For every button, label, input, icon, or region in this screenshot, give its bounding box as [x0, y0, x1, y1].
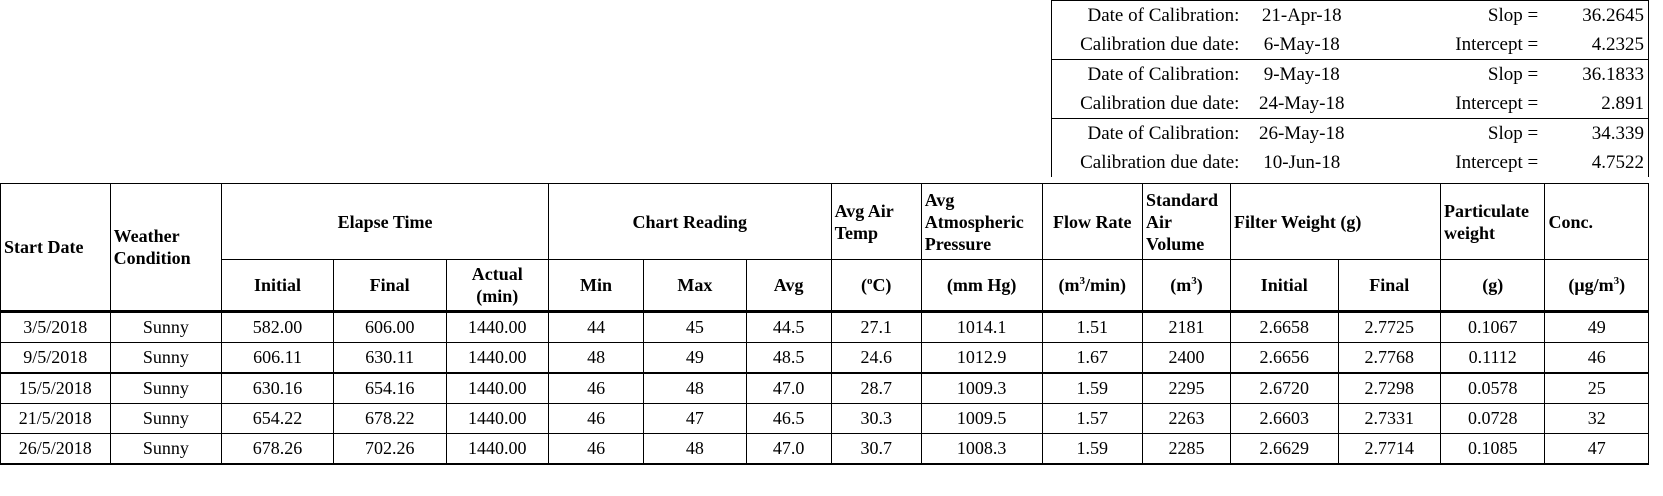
filter-initial-header: Initial: [1231, 260, 1339, 312]
elapse-actual-cell: 1440.00: [446, 312, 548, 343]
calibration-date-row: [1052, 60, 1649, 90]
filter-final-cell: 2.7298: [1338, 373, 1440, 404]
chart-max-cell: 47: [644, 404, 746, 434]
elapse-final-cell: 606.00: [333, 312, 446, 343]
table-row: [1, 343, 1649, 374]
start-date-cell: 26/5/2018: [1, 434, 111, 465]
chart-max-cell: 48: [644, 434, 746, 465]
header-row-bottom: [1, 260, 1649, 312]
elapse-actual-cell: 1440.00: [446, 434, 548, 465]
calibration-date-label: Date of Calibration:: [1052, 119, 1244, 149]
air-volume-cell: 2400: [1142, 343, 1230, 374]
weather-cell: Sunny: [110, 373, 222, 404]
intercept-label: Intercept =: [1360, 30, 1542, 60]
air-temp-unit: ($^o$C): [831, 260, 921, 312]
slope-label: Slop =: [1360, 119, 1542, 149]
weather-cell: Sunny: [110, 343, 222, 374]
chart-max-cell: 45: [644, 312, 746, 343]
calibration-due-row: [1052, 30, 1649, 60]
calibration-due-row: [1052, 89, 1649, 119]
air-volume-cell: 2181: [1142, 312, 1230, 343]
calibration-due-value: 6-May-18: [1243, 30, 1360, 60]
filter-initial-cell: 2.6603: [1231, 404, 1339, 434]
conc-cell: 25: [1545, 373, 1649, 404]
start-date-cell: 21/5/2018: [1, 404, 111, 434]
chart-min-cell: 44: [548, 312, 643, 343]
particulate-weight-cell: 0.1085: [1440, 434, 1544, 465]
pressure-cell: 1009.5: [921, 404, 1042, 434]
calibration-date-label: Date of Calibration:: [1052, 60, 1244, 90]
flow-rate-cell: 1.59: [1042, 373, 1142, 404]
start-date-header: Start Date: [1, 184, 111, 312]
intercept-label: Intercept =: [1360, 89, 1542, 119]
calibration-due-label: Calibration due date:: [1052, 30, 1244, 60]
elapse-final-header: Final: [333, 260, 446, 312]
table-row: [1, 404, 1649, 434]
air-volume-cell: 2295: [1142, 373, 1230, 404]
chart-min-cell: 46: [548, 404, 643, 434]
chart-avg-cell: 47.0: [746, 434, 831, 465]
air-volume-cell: 2263: [1142, 404, 1230, 434]
elapse-final-cell: 702.26: [333, 434, 446, 465]
filter-initial-cell: 2.6656: [1231, 343, 1339, 374]
weather-cell: Sunny: [110, 434, 222, 465]
chart-min-cell: 46: [548, 373, 643, 404]
filter-final-header: Final: [1338, 260, 1440, 312]
calibration-date-value: 21-Apr-18: [1243, 1, 1360, 31]
filter-weight-header: Filter Weight (g): [1231, 184, 1441, 260]
slope-value: 34.339: [1542, 119, 1648, 149]
chart-avg-cell: 47.0: [746, 373, 831, 404]
conc-cell: 32: [1545, 404, 1649, 434]
calibration-date-label: Date of Calibration:: [1052, 1, 1244, 31]
calibration-due-label: Calibration due date:: [1052, 89, 1244, 119]
pressure-unit: (mm Hg): [921, 260, 1042, 312]
pressure-cell: 1014.1: [921, 312, 1042, 343]
slope-label: Slop =: [1360, 60, 1542, 90]
avg-air-temp-header: Avg Air Temp: [831, 184, 921, 260]
particulate-weight-cell: 0.1112: [1440, 343, 1544, 374]
elapse-initial-cell: 630.16: [222, 373, 334, 404]
elapse-actual-cell: 1440.00: [446, 373, 548, 404]
chart-min-cell: 48: [548, 343, 643, 374]
elapse-initial-cell: 606.11: [222, 343, 334, 374]
filter-initial-cell: 2.6629: [1231, 434, 1339, 465]
avg-atmospheric-pressure-header: Avg Atmospheric Pressure: [921, 184, 1042, 260]
weather-cell: Sunny: [110, 312, 222, 343]
conc-cell: 46: [1545, 343, 1649, 374]
intercept-value: 2.891: [1542, 89, 1648, 119]
chart-avg-cell: 48.5: [746, 343, 831, 374]
flow-rate-cell: 1.57: [1042, 404, 1142, 434]
particulate-weight-unit: (g): [1440, 260, 1544, 312]
chart-max-header: Max: [644, 260, 746, 312]
calibration-table: [1051, 0, 1649, 177]
start-date-cell: 3/5/2018: [1, 312, 111, 343]
calibration-due-label: Calibration due date:: [1052, 148, 1244, 177]
chart-avg-header: Avg: [746, 260, 831, 312]
flow-rate-cell: 1.51: [1042, 312, 1142, 343]
air-volume-cell: 2285: [1142, 434, 1230, 465]
flow-rate-unit: $(m^3/\min)$: [1042, 260, 1142, 312]
elapse-actual-cell: 1440.00: [446, 343, 548, 374]
elapse-initial-header: Initial: [222, 260, 334, 312]
calibration-date-row: [1052, 1, 1649, 31]
particulate-weight-cell: 0.1067: [1440, 312, 1544, 343]
elapse-actual-cell: 1440.00: [446, 404, 548, 434]
conc-cell: 49: [1545, 312, 1649, 343]
intercept-label: Intercept =: [1455, 152, 1539, 173]
filter-final-cell: 2.7725: [1338, 312, 1440, 343]
air-temp-cell: 27.1: [831, 312, 921, 343]
air-temp-cell: 30.3: [831, 404, 921, 434]
filter-final-cell: 2.7331: [1338, 404, 1440, 434]
air-temp-cell: 30.7: [831, 434, 921, 465]
elapse-initial-cell: 654.22: [222, 404, 334, 434]
table-row: [1, 312, 1649, 343]
slope-label: Slop =: [1360, 1, 1542, 31]
filter-final-cell: 2.7714: [1338, 434, 1440, 465]
filter-initial-cell: 2.6720: [1231, 373, 1339, 404]
filter-initial-cell: 2.6658: [1231, 312, 1339, 343]
start-date-cell: 15/5/2018: [1, 373, 111, 404]
table-row: [1, 373, 1649, 404]
data-rows: [1, 312, 1649, 465]
header-row-top: [1, 184, 1649, 260]
calibration-due-row: [1052, 148, 1649, 177]
flow-rate-cell: 1.59: [1042, 434, 1142, 465]
chart-max-cell: 49: [644, 343, 746, 374]
chart-min-header: Min: [548, 260, 643, 312]
calibration-date-value: 9-May-18: [1243, 60, 1360, 90]
particulate-weight-cell: 0.0578: [1440, 373, 1544, 404]
chart-max-cell: 48: [644, 373, 746, 404]
chart-avg-cell: 46.5: [746, 404, 831, 434]
chart-reading-header: Chart Reading: [548, 184, 831, 260]
air-volume-unit: $(m^3)$: [1142, 260, 1230, 312]
weather-cell: Sunny: [110, 404, 222, 434]
air-temp-cell: 28.7: [831, 373, 921, 404]
conc-header: Conc.: [1545, 184, 1649, 260]
pressure-cell: 1012.9: [921, 343, 1042, 374]
elapse-actual-header: Actual (min): [446, 260, 548, 312]
chart-avg-cell: 44.5: [746, 312, 831, 343]
pressure-cell: 1009.3: [921, 373, 1042, 404]
start-date-cell: 9/5/2018: [1, 343, 111, 374]
intercept-value: 4.7522: [1542, 148, 1648, 177]
elapse-time-header: Elapse Time: [222, 184, 549, 260]
air-temp-cell: 24.6: [831, 343, 921, 374]
elapse-final-cell: 630.11: [333, 343, 446, 374]
slope-value: 36.1833: [1542, 60, 1648, 90]
filter-final-cell: 2.7768: [1338, 343, 1440, 374]
calibration-date-value: 26-May-18: [1243, 119, 1360, 149]
elapse-final-cell: 678.22: [333, 404, 446, 434]
calibration-due-value: 24-May-18: [1243, 89, 1360, 119]
table-row: [1, 434, 1649, 465]
standard-air-volume-header: Standard Air Volume: [1142, 184, 1230, 260]
calibration-date-row: [1052, 119, 1649, 149]
flow-rate-cell: 1.67: [1042, 343, 1142, 374]
slope-value: 36.2645: [1542, 1, 1648, 31]
sampling-data-table: [0, 183, 1649, 465]
conc-unit: $(\mu g/m^3)$: [1545, 260, 1649, 312]
calibration-due-value: 10-Jun-18: [1263, 152, 1341, 173]
conc-cell: 47: [1545, 434, 1649, 465]
pressure-cell: 1008.3: [921, 434, 1042, 465]
particulate-weight-header: Particulate weight: [1440, 184, 1544, 260]
elapse-final-cell: 654.16: [333, 373, 446, 404]
intercept-value: 4.2325: [1542, 30, 1648, 60]
elapse-initial-cell: 678.26: [222, 434, 334, 465]
weather-condition-header: Weather Condition: [110, 184, 222, 312]
particulate-weight-cell: 0.0728: [1440, 404, 1544, 434]
chart-min-cell: 46: [548, 434, 643, 465]
flow-rate-header: Flow Rate: [1042, 184, 1142, 260]
elapse-initial-cell: 582.00: [222, 312, 334, 343]
